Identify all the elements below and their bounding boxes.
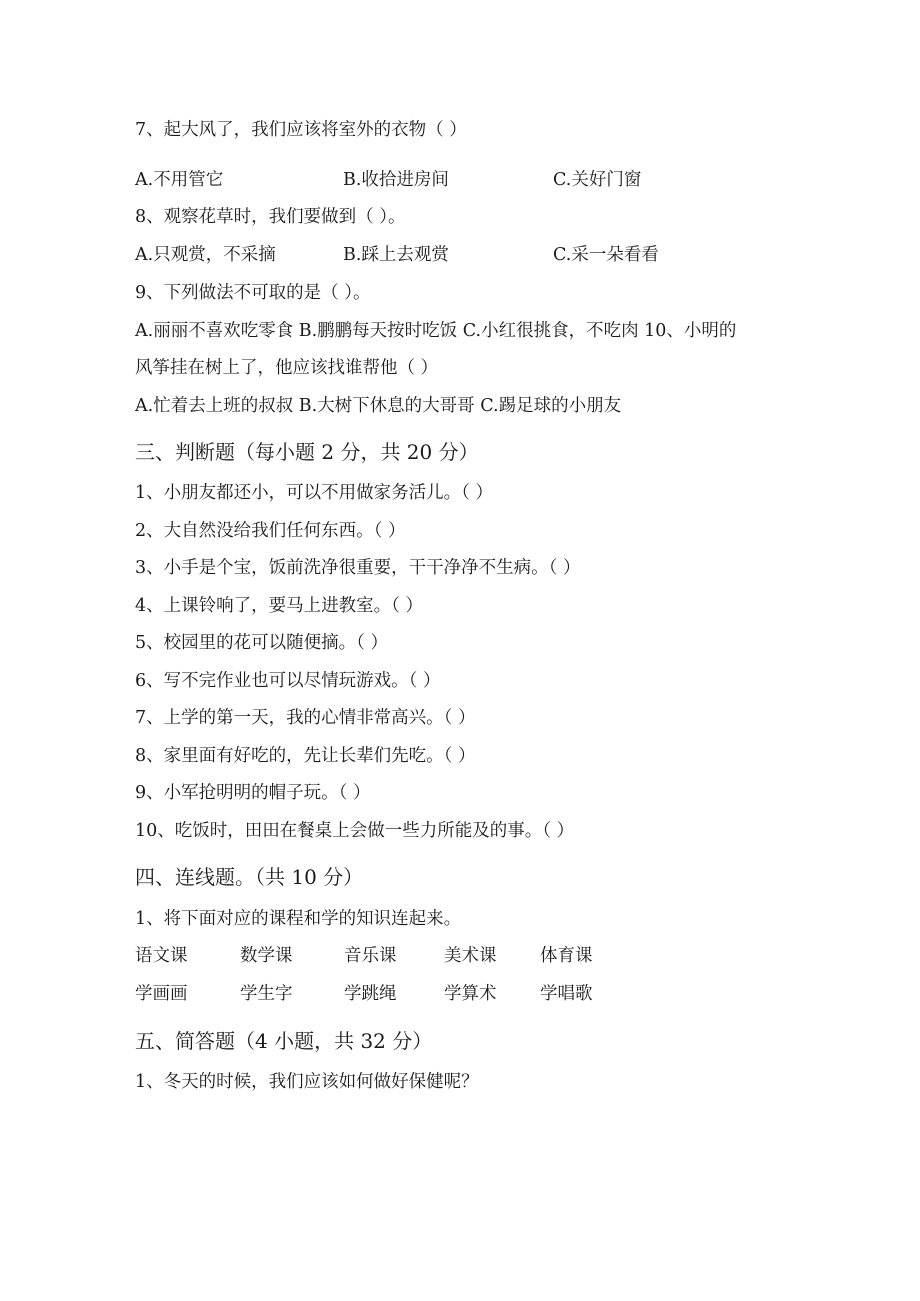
course-2: 数学课 [240, 946, 293, 966]
section4-title: 四、连线题。（共 10 分） [135, 865, 364, 889]
section5-title: 五、简答题（4 小题，共 32 分） [135, 1029, 433, 1053]
judge-item-3: 3、小手是个宝，饭前洗净很重要，干干净净不生病。（ ） [135, 558, 581, 578]
judge-item-8: 8、家里面有好吃的，先让长辈们先吃。（ ） [135, 746, 476, 766]
course-5: 体育课 [540, 946, 593, 966]
q10-options: A.忙着去上班的叔叔 B.大树下休息的大哥哥 C.踢足球的小朋友 [135, 396, 622, 416]
judge-item-9: 9、小军抢明明的帽子玩。（ ） [135, 783, 371, 803]
knowledge-5: 学唱歌 [540, 984, 593, 1004]
section4-instruction: 1、将下面对应的课程和学的知识连起来。 [135, 909, 462, 929]
judge-item-2: 2、大自然没给我们任何东西。（ ） [135, 521, 406, 541]
course-4: 美术课 [444, 946, 497, 966]
course-3: 音乐课 [344, 946, 397, 966]
q8-option-b: B.踩上去观赏 [343, 245, 449, 265]
q9-options-line: A.丽丽不喜欢吃零食 B.鹏鹏每天按时吃饭 C.小红很挑食，不吃肉 10、小明的 [135, 321, 737, 341]
judge-item-7: 7、上学的第一天，我的心情非常高兴。（ ） [135, 708, 476, 728]
course-1: 语文课 [135, 946, 188, 966]
knowledge-3: 学跳绳 [344, 984, 397, 1004]
knowledge-4: 学算术 [444, 984, 497, 1004]
q8-stem: 8、观察花草时，我们要做到（ ）。 [135, 207, 406, 227]
q7-option-c: C.关好门窗 [553, 170, 642, 190]
section3-title: 三、判断题（每小题 2 分，共 20 分） [135, 440, 479, 464]
q8-option-a: A.只观赏，不采摘 [135, 245, 276, 265]
judge-item-5: 5、校园里的花可以随便摘。（ ） [135, 633, 388, 653]
q8-option-c: C.采一朵看看 [553, 245, 659, 265]
judge-item-10: 10、吃饭时，田田在餐桌上会做一些力所能及的事。（ ） [135, 821, 575, 841]
q7-option-b: B.收拾进房间 [343, 170, 449, 190]
q10-stem-continued: 风筝挂在树上了，他应该找谁帮他（ ） [135, 358, 439, 378]
judge-item-4: 4、上课铃响了，要马上进教室。（ ） [135, 596, 423, 616]
judge-item-1: 1、小朋友都还小，可以不用做家务活儿。（ ） [135, 483, 493, 503]
short-answer-q1: 1、冬天的时候，我们应该如何做好保健呢？ [135, 1072, 479, 1092]
q7-option-a: A.不用管它 [135, 170, 224, 190]
q7-stem: 7、起大风了，我们应该将室外的衣物（ ） [135, 120, 467, 140]
q9-stem: 9、下列做法不可取的是（ ）。 [135, 283, 371, 303]
knowledge-1: 学画画 [135, 984, 188, 1004]
judge-item-6: 6、写不完作业也可以尽情玩游戏。（ ） [135, 671, 441, 691]
knowledge-2: 学生字 [240, 984, 293, 1004]
